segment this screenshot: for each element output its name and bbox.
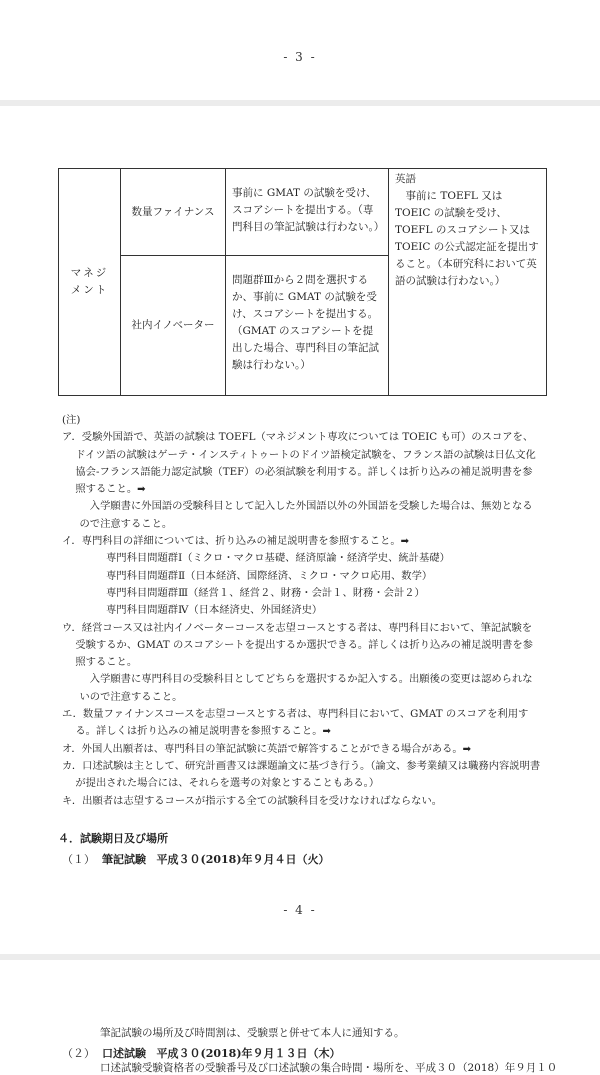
department-label-line1: マネジ (70, 267, 109, 279)
item-number: （２） (62, 1047, 95, 1060)
note-e-text: エ．数量ファイナンスコースを志望コースとする者は、専門科目において、GMAT のスコアを利用する。詳しくは折り込みの補足説明書を参照すること。 (62, 708, 529, 738)
subject-group-3: 専門科目問題群Ⅲ（経営１、経営２、財務・会計１、財務・会計２） (106, 586, 425, 599)
note-ki: キ．出願者は志望するコースが指示する全ての試験科目を受けなければならない。 (62, 794, 443, 807)
written-exam-date: 平成３０(2018)年９月４日（火） (156, 853, 330, 866)
arrow-icon: ➡ (400, 536, 410, 548)
arrow-icon: ➡ (462, 743, 472, 755)
exam-subject-table (58, 168, 547, 396)
item-number: （１） (62, 853, 95, 866)
note-i (62, 533, 542, 550)
page-separator (0, 954, 600, 960)
department-cell (59, 169, 121, 396)
arrow-icon: ➡ (322, 726, 331, 738)
spec-cell-innovator: 問題群Ⅲから２問を選択するか、事前に GMAT の試験を受け、スコアシートを提出する。（GMAT のスコアシートを提出した場合、専門科目の筆記試験は行わない。） (226, 256, 389, 396)
language-cell (389, 169, 547, 396)
note-u: ウ．経営コース又は社内イノベーターコースを志望コースとする者は、専門科目において、筆記試験を受験するか、GMAT のスコアシートを提出するか選択できる。詳しくは折り込みの補足説明書を参照すること。 (62, 621, 533, 669)
notes-heading: (注) (62, 414, 81, 426)
section-4-title: ４．試験期日及び場所 (58, 832, 168, 845)
page-number-3: - 3 - (283, 50, 317, 64)
oral-exam-date: 平成３０(2018)年９月１３日（木） (156, 1047, 341, 1060)
oral-exam-label: 口述試験 (102, 1047, 146, 1060)
course-cell-innovator: 社内イノベーター (121, 256, 226, 396)
course-cell-quant-finance: 数量ファイナンス (121, 169, 226, 256)
note-ka: カ．口述試験は主として、研究計画書又は課題論文に基づき行う。（論文、参考業績又は職務内容説明書が提出された場合には、それらを選考の対象とすることもある。） (62, 759, 541, 790)
written-exam-label: 筆記試験 (102, 853, 146, 866)
note-a (62, 429, 542, 498)
note-a-text: ア．受験外国語で、英語の試験は TOEFL（マネジメント専攻については TOEIC も可）のスコアを、ドイツ語の試験はゲーテ・インスティトゥートのドイツ語検定試験を、フランス語の試験は日仏文化協会-フランス語能力認定試験（TEF）の必須試験を利用する。詳しくは折り込みの補足説明書を参照すること。 (62, 431, 536, 496)
note-e (62, 706, 542, 741)
written-exam-note: 筆記試験の場所及び時間割は、受験票と併せて本人に通知する。 (100, 1027, 405, 1039)
subject-group-2: 専門科目問題群Ⅱ（日本経済、国際経済、ミクロ・マクロ応用、数学） (106, 569, 433, 582)
note-a-sub: 入学願書に外国語の受験科目として記入した外国語以外の外国語を受験した場合は、無効となるので注意すること。 (79, 500, 533, 530)
note-i-text: イ．専門科目の詳細については、折り込みの補足説明書を参照すること。 (62, 535, 401, 548)
subject-group-1: 専門科目問題群Ⅰ（ミクロ・マクロ基礎、経済原論・経済学史、統計基礎） (106, 552, 450, 565)
oral-exam-note-cut: 口述試験受験資格者の受験番号及び口述試験の集合時間・場所を、平成３０（2018）年９月１０ (100, 1062, 558, 1074)
spec-cell-quant-finance: 事前に GMAT の試験を受け、スコアシートを提出する。（専門科目の筆記試験は行わない。） (226, 169, 389, 256)
note-u-sub: 入学願書に専門科目の受験科目としてどちらを選択するか記入する。出願後の変更は認められないので注意すること。 (79, 673, 533, 703)
subject-group-4: 専門科目問題群Ⅳ（日本経済史、外国経済史） (106, 604, 323, 617)
written-exam-line (62, 851, 330, 867)
notes-section (62, 412, 542, 810)
page-separator (0, 100, 600, 106)
oral-exam-line (62, 1045, 341, 1061)
language-heading: 英語 (395, 173, 416, 185)
arrow-icon: ➡ (137, 484, 146, 496)
department-label-line2: メント (70, 284, 109, 296)
note-o (62, 741, 542, 758)
page-number-4: - 4 - (283, 903, 317, 917)
note-o-text: オ．外国人出願者は、専門科目の筆記試験に英語で解答することができる場合がある。 (62, 742, 463, 755)
language-requirement: 事前に TOEFL 又は TOEIC の試験を受け、TOEFL のスコアシート又は TOEIC の公式認定証を提出すること。（本研究科において英語の試験は行わない。） (395, 190, 539, 287)
